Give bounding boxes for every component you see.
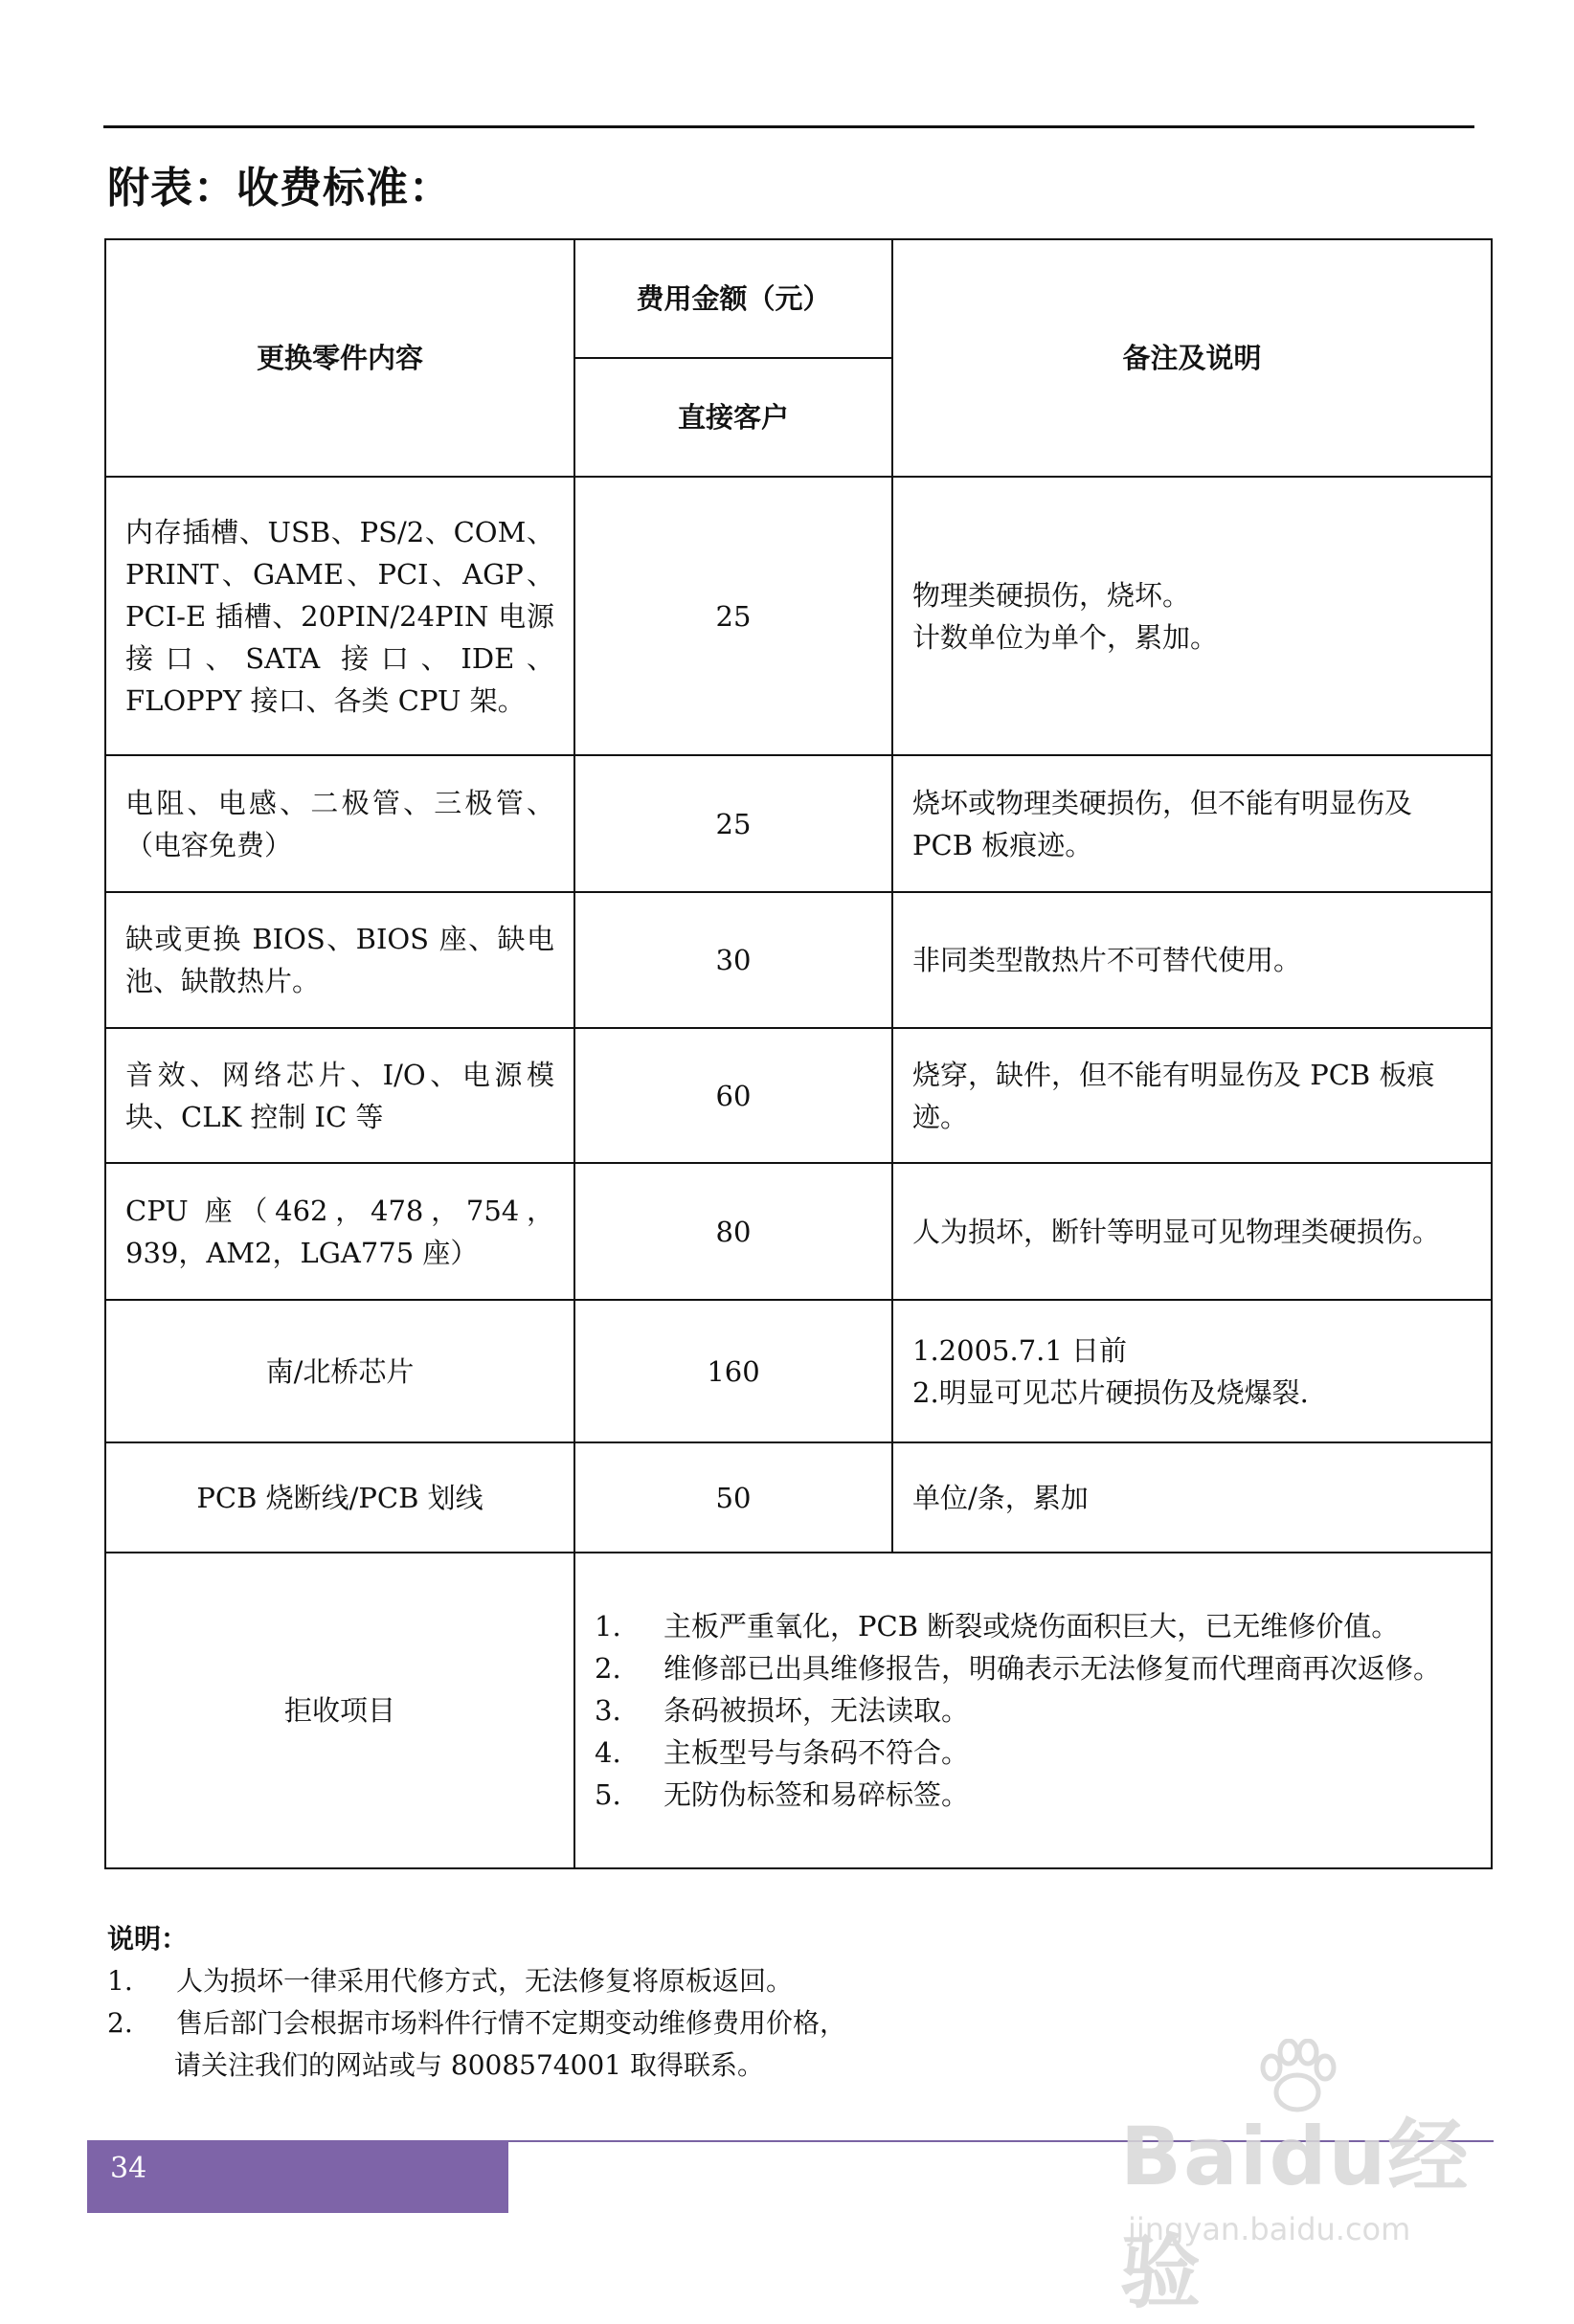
header-remarks: 备注及说明 [892,239,1492,477]
remarks-section [107,1918,846,2087]
list-text: 售后部门会根据市场料件行情不定期变动维修费用价格， [176,2007,847,2039]
table-row [105,1442,1492,1553]
list-item [107,1960,846,2002]
row-fee: 25 [574,477,892,755]
row-fee: 30 [574,892,892,1028]
note-line: 物理类硬损伤，烧坏。 [912,578,1191,612]
page-title: 附表：收费标准： [107,164,452,212]
remarks-title: 说明： [107,1923,189,1955]
list-number: 1. [595,1610,621,1642]
fee-table [104,238,1493,1869]
top-rule [103,125,1474,128]
list-number: 1. [107,1965,133,1997]
list-number: 2. [107,2007,133,2039]
list-item [595,1689,1472,1732]
row-note: 人为损坏，断针等明显可见物理类硬损伤。 [892,1163,1492,1300]
row-part: PCB 烧断线/PCB 划线 [105,1442,574,1553]
list-text: 主板型号与条码不符合。 [663,1736,970,1769]
list-text: 人为损坏一律采用代修方式，无法修复将原板返回。 [176,1965,794,1997]
list-item [595,1605,1472,1647]
list-text: 无防伪标签和易碎标签。 [663,1778,970,1811]
watermark-logo: Baidu经验 [1120,2110,1471,2319]
table-row [105,1028,1492,1163]
list-item [595,1647,1472,1689]
table-row [105,477,1492,755]
list-item [595,1774,1472,1816]
row-part: 南/北桥芯片 [105,1300,574,1442]
row-part: 音效、网络芯片、I/O、电源模块、CLK 控制 IC 等 [105,1028,574,1163]
table-row [105,1300,1492,1442]
row-note: 单位/条，累加 [892,1442,1492,1553]
table-row [105,892,1492,1028]
header-part-content: 更换零件内容 [105,239,574,477]
reject-list [574,1553,1492,1868]
table-row [105,1163,1492,1300]
row-fee: 60 [574,1028,892,1163]
header-direct-customer: 直接客户 [574,358,892,477]
list-number: 3. [595,1694,621,1727]
header-fee-amount: 费用金额（元） [574,239,892,358]
row-note [892,1300,1492,1442]
remarks-continuation: 请关注我们的网站或与 8008574001 取得联系。 [174,2049,764,2081]
list-number: 5. [595,1778,621,1811]
row-note: 非同类型散热片不可替代使用。 [892,892,1492,1028]
list-number: 2. [595,1652,621,1685]
row-part: CPU 座（462，478，754，939，AM2，LGA775 座） [105,1163,574,1300]
note-line: 1.2005.7.1 日前 [912,1333,1128,1367]
row-part: 缺或更换 BIOS、BIOS 座、缺电池、缺散热片。 [105,892,574,1028]
list-text: 条码被损坏，无法读取。 [663,1694,970,1727]
row-fee: 80 [574,1163,892,1300]
row-note: 烧穿，缺件，但不能有明显伤及 PCB 板痕迹。 [892,1028,1492,1163]
row-note [892,477,1492,755]
list-text: 主板严重氧化，PCB 断裂或烧伤面积巨大，已无维修价值。 [663,1610,1400,1642]
page-number-box [87,2140,508,2213]
row-fee: 25 [574,755,892,892]
list-number: 4. [595,1736,621,1769]
watermark-url: jingyan.baidu.com [1128,2211,1411,2247]
note-line: 计数单位为单个，累加。 [912,620,1219,654]
page-number: 34 [110,2152,147,2185]
note-line: 2.明显可见芯片硬损伤及烧爆裂. [912,1375,1309,1409]
reject-label: 拒收项目 [105,1553,574,1868]
watermark [1120,2039,1484,2319]
row-fee: 160 [574,1300,892,1442]
list-text: 维修部已出具维修报告，明确表示无法修复而代理商再次返修。 [663,1652,1442,1685]
row-part: 内存插槽、USB、PS/2、COM、PRINT、GAME、PCI、AGP、PCI-E 插槽、20PIN/24PIN 电源接口、SATA 接口、IDE、FLOPPY 接口、各类 CPU 架。 [105,477,574,755]
row-note: 烧坏或物理类硬损伤，但不能有明显伤及 PCB 板痕迹。 [892,755,1492,892]
table-row [105,755,1492,892]
reject-row [105,1553,1492,1868]
list-item [107,2002,846,2045]
row-fee: 50 [574,1442,892,1553]
row-part: 电阻、电感、二极管、三极管、（电容免费） [105,755,574,892]
list-item [595,1732,1472,1774]
